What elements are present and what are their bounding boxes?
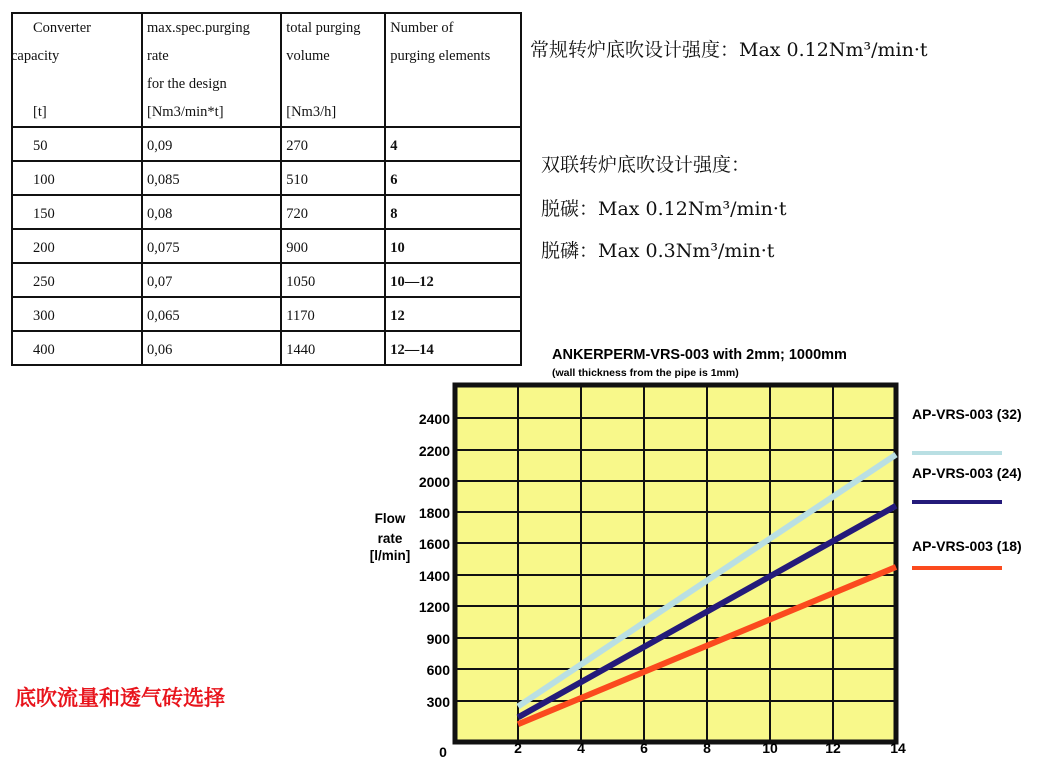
header-line: [Nm3/min*t] <box>147 104 224 120</box>
y-tick-label: 1800 <box>418 505 450 521</box>
table-cell: 900 <box>281 229 385 263</box>
table-cell: 6 <box>385 161 521 195</box>
conventional-converter-note: 常规转炉底吹设计强度：Max 0.12Nm³/min·t <box>530 39 928 61</box>
x-tick-label: 14 <box>890 740 906 756</box>
table-cell: 250 <box>12 263 142 297</box>
y-tick-label: 2400 <box>418 411 450 427</box>
y-tick-label: 1600 <box>418 536 450 552</box>
table-cell: 0,075 <box>142 229 281 263</box>
dephosphorization-note: 脱磷：Max 0.3Nm³/min·t <box>541 240 775 262</box>
y-tick-label: 1400 <box>418 568 450 584</box>
x-tick-label: 4 <box>577 740 585 756</box>
x-tick-label: 10 <box>762 740 778 756</box>
y-axis-label: [l/min] <box>369 548 411 563</box>
header-line: [t] <box>33 104 47 120</box>
table-cell: 10—12 <box>385 263 521 297</box>
table-cell: 400 <box>12 331 142 365</box>
y-axis-label: rate <box>377 531 403 546</box>
table-cell: 720 <box>281 195 385 229</box>
table-cell: 0,07 <box>142 263 281 297</box>
header-line: purging elements <box>390 48 491 64</box>
plot-background <box>455 385 896 742</box>
legend-label: AP-VRS-003 (32) <box>912 406 1022 422</box>
table-cell: 200 <box>12 229 142 263</box>
table-cell: 50 <box>12 127 142 161</box>
y-tick-label: 300 <box>426 694 450 710</box>
table-cell: 12 <box>385 297 521 331</box>
chart-title: ANKERPERM-VRS-003 with 2mm; 1000mm <box>552 347 847 363</box>
y-axis-label: Flow <box>374 511 406 526</box>
table-cell: 10 <box>385 229 521 263</box>
header-line: rate <box>147 48 169 64</box>
table-cell: 0,085 <box>142 161 281 195</box>
table-cell: 1050 <box>281 263 385 297</box>
table-cell: 12—14 <box>385 331 521 365</box>
y-tick-label: 2200 <box>418 443 450 459</box>
x-tick-label: 8 <box>703 740 711 756</box>
table-cell: 510 <box>281 161 385 195</box>
x-tick-label: 0 <box>439 744 447 760</box>
caption: 底吹流量和透气砖选择 <box>15 686 225 710</box>
table-cell: 0,08 <box>142 195 281 229</box>
y-tick-label: 900 <box>426 631 450 647</box>
table-cell: 0,065 <box>142 297 281 331</box>
y-tick-label: 1200 <box>418 599 450 615</box>
y-tick-label: 600 <box>426 662 450 678</box>
legend-label: AP-VRS-003 (18) <box>912 538 1022 554</box>
x-tick-label: 12 <box>825 740 841 756</box>
duplex-converter-title: 双联转炉底吹设计强度： <box>541 154 751 176</box>
x-tick-label: 6 <box>640 740 648 756</box>
header-line: Number of <box>390 20 454 36</box>
decarburization-note: 脱碳：Max 0.12Nm³/min·t <box>541 198 787 220</box>
table-cell: 270 <box>281 127 385 161</box>
table-cell: 0,09 <box>142 127 281 161</box>
header-line: [Nm3/h] <box>286 104 337 120</box>
table-cell: 150 <box>12 195 142 229</box>
header-line: Converter <box>33 20 91 36</box>
table-cell: 100 <box>12 161 142 195</box>
table-cell: 1440 <box>281 331 385 365</box>
x-tick-label: 2 <box>514 740 522 756</box>
header-line: max.spec.purging <box>147 20 250 36</box>
table-cell: 300 <box>12 297 142 331</box>
header-line: for the design <box>147 76 227 92</box>
header-line: volume <box>286 48 330 64</box>
chart-subtitle: (wall thickness from the pipe is 1mm) <box>552 367 739 379</box>
table-cell: 1170 <box>281 297 385 331</box>
legend-label: AP-VRS-003 (24) <box>912 465 1022 481</box>
table-cell: 8 <box>385 195 521 229</box>
table-cell: 0,06 <box>142 331 281 365</box>
table-cell: 4 <box>385 127 521 161</box>
header-line: total purging <box>286 20 361 36</box>
header-line: capacity <box>11 48 60 64</box>
y-tick-label: 2000 <box>418 474 450 490</box>
